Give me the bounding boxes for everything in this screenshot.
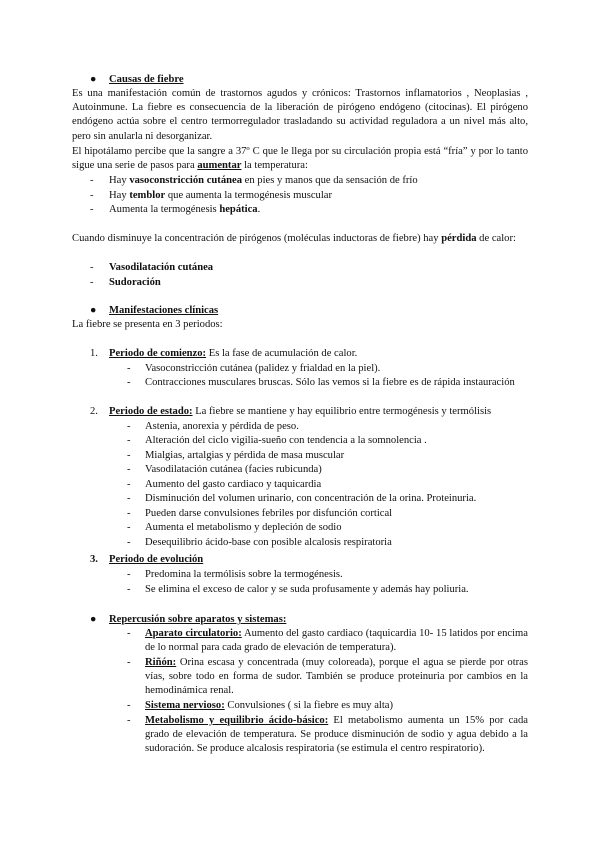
periodo-evolucion-title: Periodo de evolución <box>109 554 204 565</box>
dash-icon: - <box>127 421 131 432</box>
dash-icon: - <box>127 464 131 475</box>
repercusion-nervioso: Sistema nervioso: Convulsiones ( si la fiebre es muy alta) <box>145 700 394 711</box>
dash-icon: - <box>127 377 131 388</box>
list-item: Predomina la termólisis sobre la termogénesis. <box>145 569 343 580</box>
repercusion-circulatorio: Aparato circulatorio: Aumento del gasto cardiaco (taquicardia 10- 15 latidos por encima de lo normal para cada grado de elevación de temperatura). <box>145 628 528 654</box>
list-item: Alteración del ciclo vigilia-sueño con tendencia a la somnolencia . <box>145 435 427 446</box>
bullet-icon: ● <box>90 614 97 625</box>
dash-icon: - <box>127 657 131 668</box>
perdida-paragraph: Cuando disminuye la concentración de pirógenos (moléculas inductoras de fiebre) hay pérdida de calor: <box>72 233 516 244</box>
manifestaciones-intro: La fiebre se presenta en 3 periodos: <box>72 319 223 330</box>
list-item: Se elimina el exceso de calor y se suda profusamente y además hay poliuria. <box>145 584 469 595</box>
list-number: 2. <box>90 406 98 417</box>
dash-icon: - <box>127 584 131 595</box>
section-heading-causas: Causas de fiebre <box>109 74 184 85</box>
list-number: 1. <box>90 348 98 359</box>
list-item: Contracciones musculares bruscas. Sólo las vemos si la fiebre es de rápida instauración <box>145 377 515 388</box>
list-item: - Hay temblor que aumenta la termogénesis muscular <box>90 190 332 201</box>
list-item: - Vasodilatación cutánea <box>90 262 214 273</box>
dash-icon: - <box>127 493 131 504</box>
dash-icon: - <box>127 479 131 490</box>
dash-icon: - <box>127 435 131 446</box>
bullet-icon: ● <box>90 74 97 85</box>
list-item: Astenia, anorexia y pérdida de peso. <box>145 421 299 432</box>
dash-icon: - <box>127 508 131 519</box>
dash-icon: - <box>127 569 131 580</box>
list-item: Pueden darse convulsiones febriles por disfunción cortical <box>145 508 393 519</box>
causas-intro-paragraph: Es una manifestación común de trastornos agudos y crónicos: Trastornos inflamatorios , Neoplasias , Autoinmune. La fiebre es consecuencia de la liberación de pirógeno endógeno (citocinas). El pirógeno endógeno actúa sobre el centro termorregulador trasladando su actividad reguladora a un nivel más alto, pero sin anularla ni desorganizar. <box>72 88 528 142</box>
list-item: - Aumenta la termogénesis hepática. <box>90 204 261 215</box>
periodo-estado-title: Periodo de estado: La fiebre se mantiene y hay equilibrio entre termogénesis y termólisis <box>109 406 492 417</box>
dash-icon: - <box>127 628 131 639</box>
dash-icon: - <box>127 450 131 461</box>
periodo-comienzo-title: Periodo de comienzo: Es la fase de acumulación de calor. <box>109 348 358 359</box>
section-heading-manifestaciones: Manifestaciones clínicas <box>109 305 219 316</box>
list-item: Mialgias, artalgias y pérdida de masa muscular <box>145 450 345 461</box>
list-item: Vasoconstricción cutánea (palidez y frialdad en la piel). <box>145 363 381 374</box>
dash-icon: - <box>127 363 131 374</box>
dash-icon: - <box>127 537 131 548</box>
list-number: 3. <box>90 554 98 565</box>
hipotalamo-paragraph: El hipotálamo percibe que la sangre a 37º C que le llega por su circulación propia está “fría” y por lo tanto sigue una serie de pasos para aumentar la temperatura: <box>72 146 528 172</box>
dash-icon: - <box>127 715 131 726</box>
section-heading-repercusion: Repercusión sobre aparatos y sistemas: <box>109 614 287 625</box>
list-item: Disminución del volumen urinario, con concentración de la orina. Proteinuria. <box>145 493 477 504</box>
list-item: Desequilibrio ácido-base con posible alcalosis respiratoria <box>145 537 392 548</box>
bullet-icon: ● <box>90 305 97 316</box>
list-item: Aumenta el metabolismo y depleción de sodio <box>145 522 342 533</box>
list-item: Vasodilatación cutánea (facies rubicunda) <box>145 464 322 475</box>
repercusion-metabolismo: Metabolismo y equilibrio ácido-básico: El metabolismo aumenta un 15% por cada grado de elevación de temperatura. Se produce disminución de sodio y agua debido a la sudoración. Se produce alcalosis respiratoria (se estimula el centro respiratorio). <box>145 715 528 755</box>
list-item: - Sudoración <box>90 277 161 288</box>
repercusion-rinon: Riñón: Orina escasa y concentrada (muy coloreada), porque el agua se pierde por otras vías, sobre todo en forma de sudor. También se produce proteinuria por cambios en la hemodinámica renal. <box>145 657 528 697</box>
dash-icon: - <box>127 700 131 711</box>
list-item: Aumento del gasto cardiaco y taquicardia <box>145 479 322 490</box>
list-item: - Hay vasoconstricción cutánea en pies y manos que da sensación de frío <box>90 175 418 186</box>
dash-icon: - <box>127 522 131 533</box>
